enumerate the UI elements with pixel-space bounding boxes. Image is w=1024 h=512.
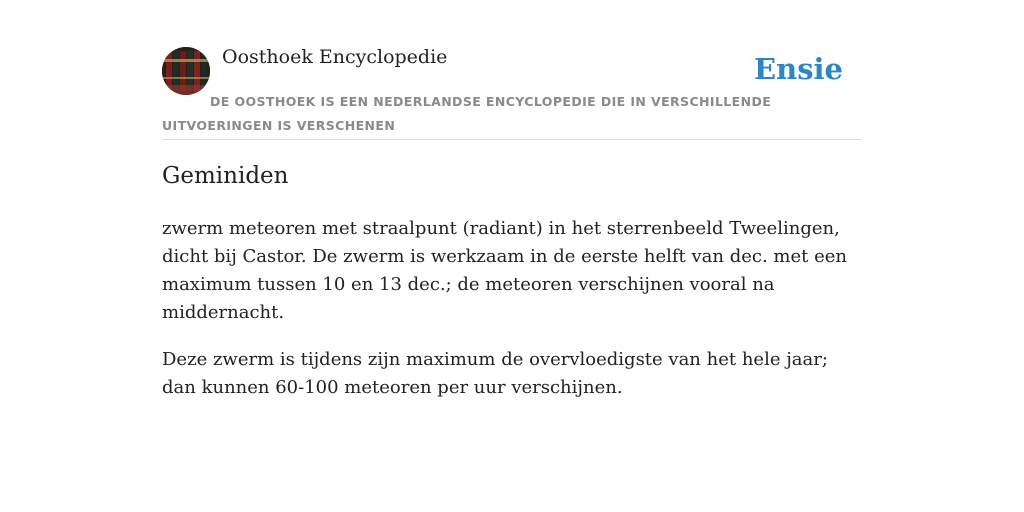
article-paragraph: Deze zwerm is tijdens zijn maximum de overvloedigste van het hele jaar; dan kunnen 60-100 meteoren per uur verschijnen. xyxy=(162,349,828,398)
site-tagline: DE OOSTHOEK IS EEN NEDERLANDSE ENCYCLOPEDIE DIE IN VERSCHILLENDE UITVOERINGEN IS VERSCHENEN xyxy=(162,94,772,133)
brand-logo[interactable]: Ensie xyxy=(754,52,843,86)
page-container xyxy=(162,40,862,398)
article-title: Geminiden xyxy=(162,163,289,189)
site-title[interactable]: Oosthoek Encyclopedie xyxy=(222,46,448,68)
article-body xyxy=(162,215,862,421)
encyclopedia-books-icon[interactable] xyxy=(162,47,210,95)
site-header xyxy=(162,40,862,140)
article-paragraph: zwerm meteoren met straalpunt (radiant) in het sterrenbeeld Tweelingen, dicht bij Castor. De zwerm is werkzaam in de eerste helft van dec. met een maximum tussen 10 en 13 dec.; de meteoren verschijnen vooral na middernacht. xyxy=(162,218,847,323)
